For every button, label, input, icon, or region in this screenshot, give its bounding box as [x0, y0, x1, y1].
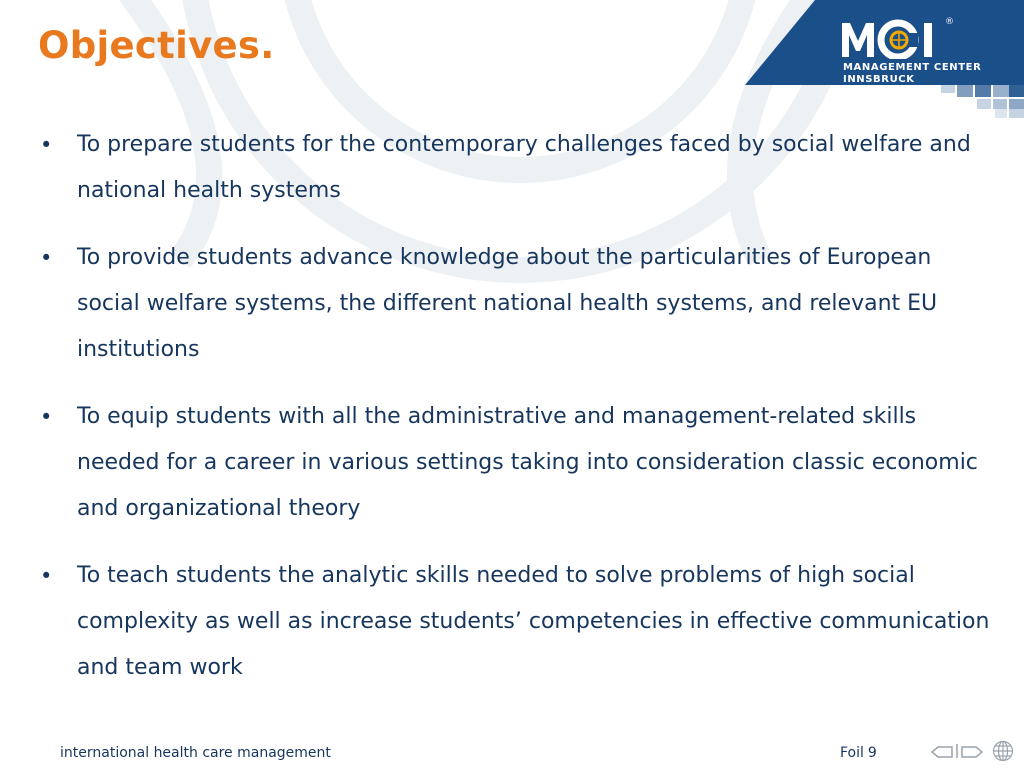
- forward-arrow-icon[interactable]: [960, 744, 984, 763]
- foil-label: Foil: [840, 745, 864, 761]
- bullet-dot: •: [40, 246, 53, 270]
- footer-course-name: international health care management: [60, 745, 331, 761]
- bullet-item: [40, 235, 990, 373]
- registered-mark: ®: [945, 17, 954, 27]
- bullet-text: To prepare students for the contemporary challenges faced by social welfare and national health systems: [77, 132, 971, 203]
- mci-logo: [840, 19, 960, 59]
- foil-number: 9: [867, 745, 877, 761]
- logo-band: [745, 0, 1024, 118]
- bullet-list: [40, 122, 990, 712]
- globe-icon[interactable]: [992, 740, 1014, 766]
- bullet-dot: •: [40, 405, 53, 429]
- footer-foil: [840, 745, 877, 761]
- bullet-text: To teach students the analytic skills needed to solve problems of high social complexity as well as increase students’ competencies in effective communication and team work: [77, 563, 990, 680]
- slide-navigation: [930, 742, 1014, 764]
- logo-line-2: INNSBRUCK: [843, 74, 915, 85]
- bullet-item: [40, 122, 990, 214]
- bullet-item: [40, 553, 990, 691]
- logo-text: [843, 62, 981, 86]
- back-arrow-icon[interactable]: [930, 744, 954, 763]
- bullet-text: To equip students with all the administrative and management-related skills needed for a career in various settings taking into consideration classic economic and organizational theory: [77, 404, 978, 521]
- bullet-text: To provide students advance knowledge about the particularities of European social welfare systems, the different national health systems, and relevant EU institutions: [77, 245, 938, 362]
- bullet-item: [40, 394, 990, 532]
- bullet-dot: •: [40, 133, 53, 157]
- slide-title: Objectives.: [38, 24, 275, 67]
- logo-line-1: MANAGEMENT CENTER: [843, 62, 982, 73]
- bullet-dot: •: [40, 564, 53, 588]
